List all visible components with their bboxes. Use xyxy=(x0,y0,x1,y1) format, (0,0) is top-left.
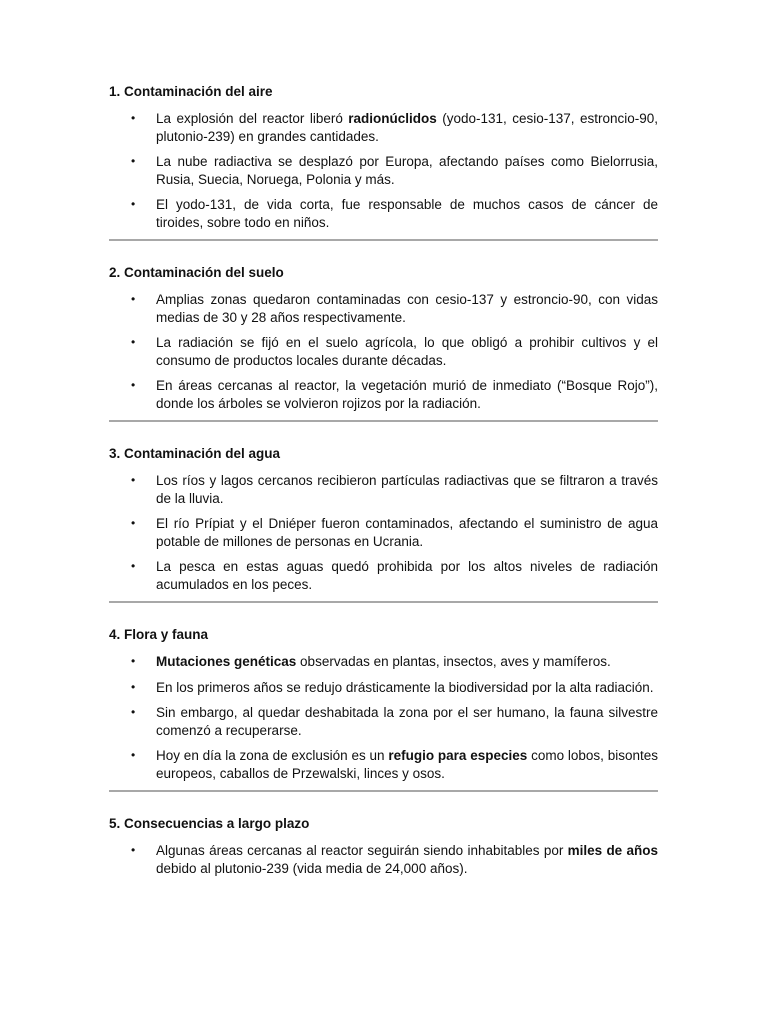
list-item: • Mutaciones genéticas observadas en plantas, insectos, aves y mamíferos. xyxy=(131,654,611,669)
bullet-icon: • xyxy=(131,679,136,694)
bullet-icon: • xyxy=(131,559,136,573)
bullet-list xyxy=(109,291,658,412)
section-title: 4. Flora y fauna xyxy=(109,627,209,642)
section-water xyxy=(109,445,658,593)
bullet-list xyxy=(109,653,658,782)
bullet-icon: • xyxy=(131,473,136,487)
section-divider xyxy=(109,601,658,603)
document-content xyxy=(109,83,658,885)
list-item: • Los ríos y lagos cercanos recibieron partículas radiactivas que se filtraron a través de la lluvia. xyxy=(131,473,658,506)
section-title: 1. Contaminación del aire xyxy=(109,84,273,99)
list-item: • La pesca en estas aguas quedó prohibida por los altos niveles de radiación acumulados en los peces. xyxy=(131,559,658,592)
bullet-list xyxy=(109,472,658,593)
bullet-icon: • xyxy=(131,378,136,392)
section-flora-fauna xyxy=(109,626,658,782)
bullet-icon: • xyxy=(131,843,136,857)
list-item: • La nube radiactiva se desplazó por Europa, afectando países como Bielorrusia, Rusia, Suecia, Noruega, Polonia y más. xyxy=(131,154,658,187)
bullet-icon: • xyxy=(131,654,136,668)
list-item: • La radiación se fijó en el suelo agrícola, lo que obligó a prohibir cultivos y el consumo de productos locales durante décadas. xyxy=(131,335,658,368)
section-title: 2. Contaminación del suelo xyxy=(109,265,284,280)
bullet-icon: • xyxy=(131,705,136,719)
bullet-icon: • xyxy=(131,292,136,306)
section-divider xyxy=(109,239,658,241)
bullet-icon: • xyxy=(131,111,136,125)
list-item: • Algunas áreas cercanas al reactor seguirán siendo inhabitables por miles de años debido al plutonio-239 (vida media de 24,000 años). xyxy=(131,843,658,876)
list-item: • El yodo-131, de vida corta, fue responsable de muchos casos de cáncer de tiroides, sobre todo en niños. xyxy=(131,197,658,230)
list-item: • La explosión del reactor liberó radionúclidos (yodo-131, cesio-137, estroncio-90, plutonio-239) en grandes cantidades. xyxy=(131,111,658,144)
section-divider xyxy=(109,420,658,422)
list-item: • Hoy en día la zona de exclusión es un refugio para especies como lobos, bisontes europeos, caballos de Przewalski, linces y osos. xyxy=(131,748,659,781)
list-item: • El río Prípiat y el Dniéper fueron contaminados, afectando el suministro de agua potable de millones de personas en Ucrania. xyxy=(131,516,658,549)
bullet-icon: • xyxy=(131,335,136,349)
bullet-icon: • xyxy=(131,154,136,168)
list-item: • Sin embargo, al quedar deshabitada la zona por el ser humano, la fauna silvestre comenzó a recuperarse. xyxy=(131,705,658,738)
section-title: 5. Consecuencias a largo plazo xyxy=(109,816,310,831)
list-item: • En áreas cercanas al reactor, la vegetación murió de inmediato (“Bosque Rojo”), donde los árboles se volvieron rojizos por la radiación. xyxy=(131,378,658,411)
section-long-term xyxy=(109,815,658,877)
bullet-list xyxy=(109,110,658,231)
bullet-icon: • xyxy=(131,197,136,211)
section-divider xyxy=(109,790,658,792)
bullet-icon: • xyxy=(131,516,136,530)
bullet-list xyxy=(109,842,658,877)
section-soil xyxy=(109,264,658,412)
bullet-icon: • xyxy=(131,748,136,762)
section-air xyxy=(109,83,658,231)
list-item: • Amplias zonas quedaron contaminadas con cesio-137 y estroncio-90, con vidas medias de 30 y 28 años respectivamente. xyxy=(131,292,658,325)
list-item: • En los primeros años se redujo drásticamente la biodiversidad por la alta radiación. xyxy=(131,679,654,695)
section-title: 3. Contaminación del agua xyxy=(109,446,281,461)
